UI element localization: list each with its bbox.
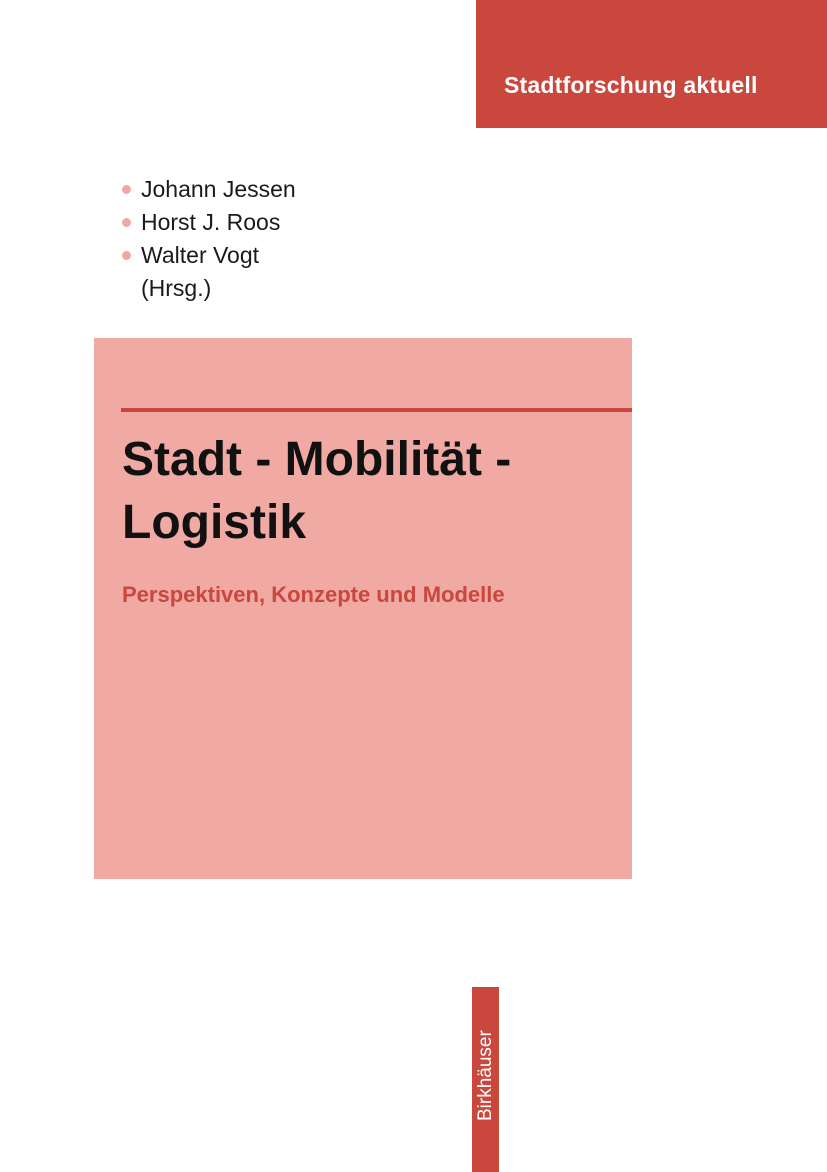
bullet-icon (122, 185, 131, 194)
series-label: Stadtforschung aktuell (504, 72, 758, 98)
editor-item (122, 239, 296, 272)
book-subtitle: Perspektiven, Konzepte und Modelle (122, 582, 505, 607)
publisher-name: Birkhäuser (475, 1030, 496, 1121)
editor-item (122, 173, 296, 206)
publisher-strip (472, 987, 499, 1172)
editor-name: Johann Jessen (141, 176, 296, 202)
series-banner (476, 0, 827, 128)
editors-list (122, 173, 296, 305)
bullet-icon (122, 218, 131, 227)
bullet-icon (122, 251, 131, 260)
editor-role: (Hrsg.) (141, 275, 212, 301)
title-rule (121, 408, 632, 412)
editor-name: Walter Vogt (141, 242, 260, 268)
editor-item (122, 206, 296, 239)
book-title: Stadt - Mobilität - Logistik (122, 433, 512, 549)
title-panel (94, 338, 632, 879)
editor-name: Horst J. Roos (141, 209, 281, 235)
